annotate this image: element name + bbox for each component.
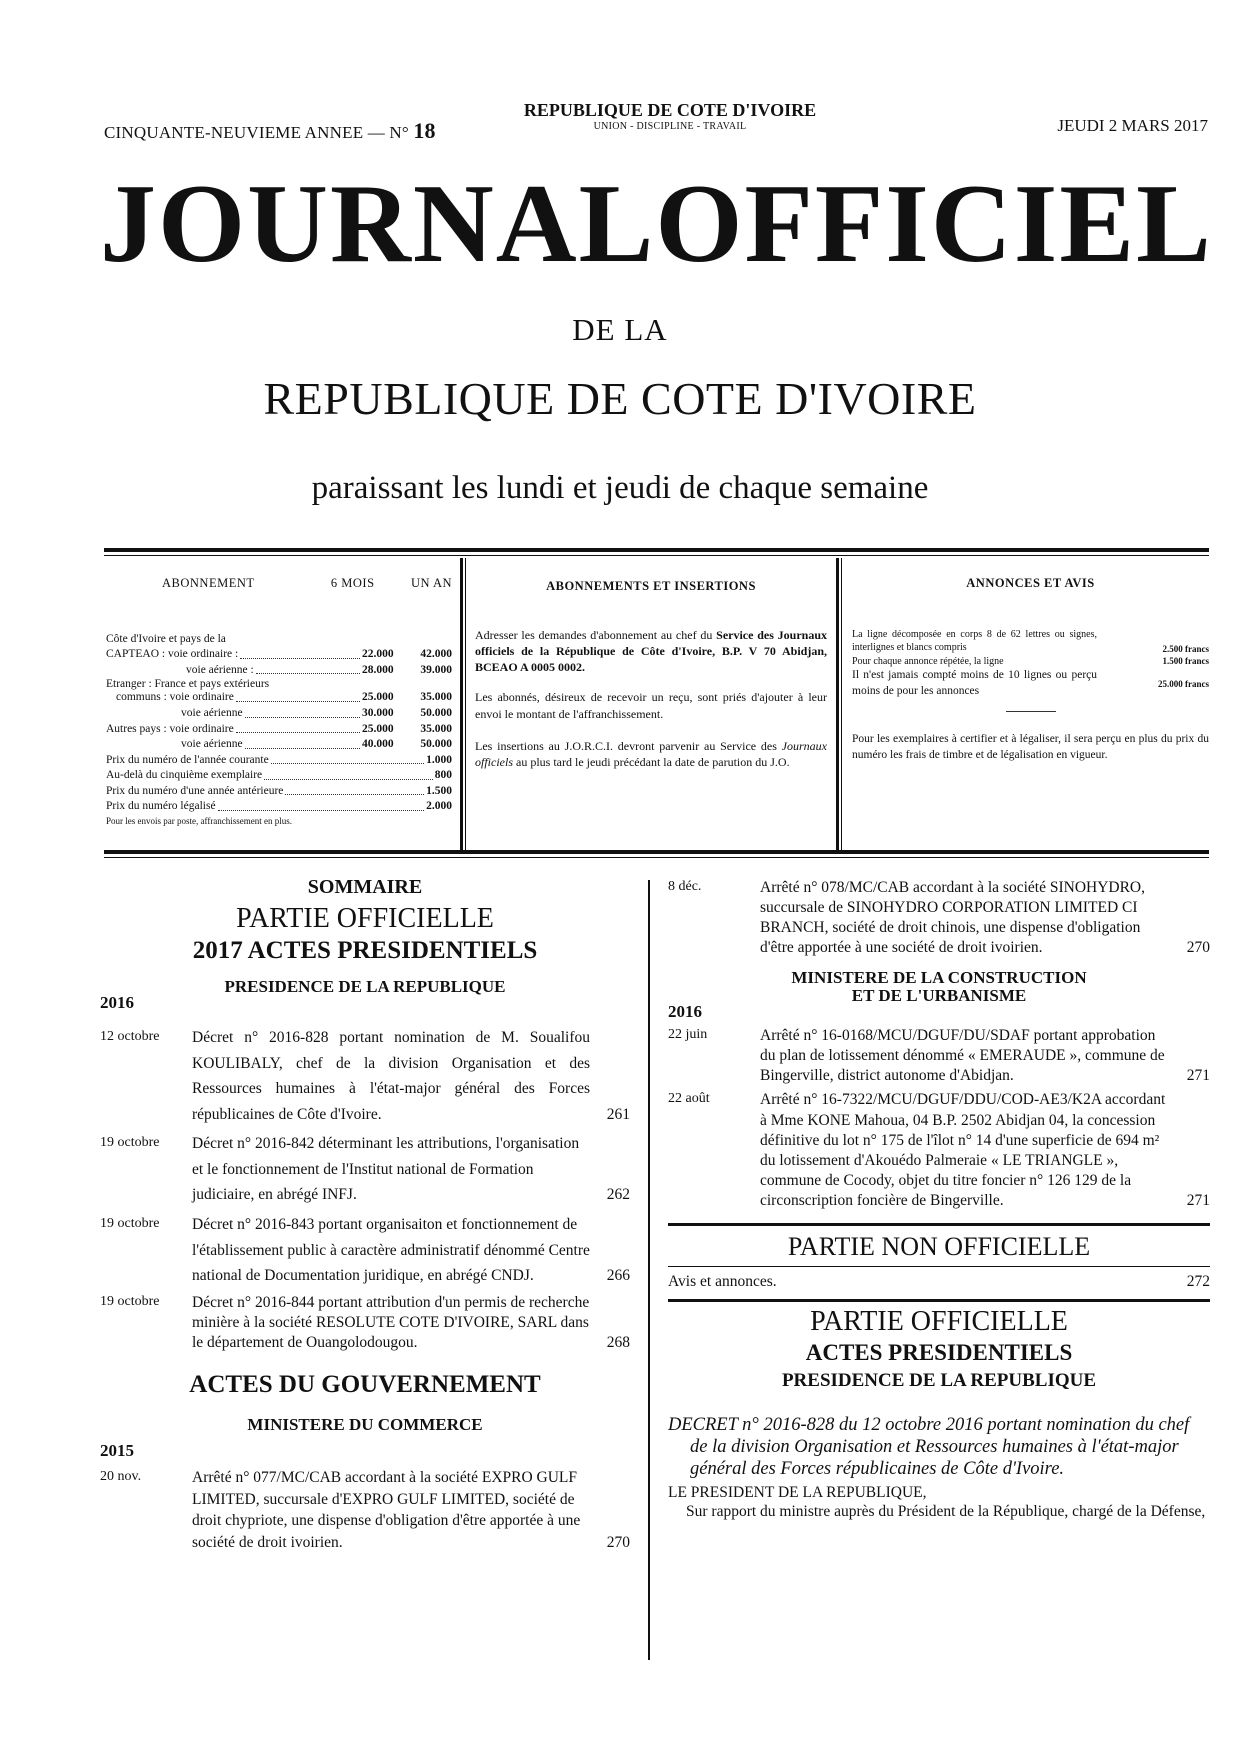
edition-line xyxy=(104,118,436,144)
tariff-row xyxy=(106,706,452,722)
toc-entry[interactable] xyxy=(100,1293,630,1353)
section-rule xyxy=(668,1223,1210,1226)
insertions-text: Les insertions au J.O.R.C.I. devront parvenir au Service des xyxy=(475,738,777,753)
bottom-rule-thin xyxy=(104,857,1209,858)
edition-label: CINQUANTE-NEUVIEME ANNEE — N° xyxy=(104,123,409,142)
toc-date: 19 octobre xyxy=(100,1215,160,1231)
abonnement-title: ABONNEMENT xyxy=(162,576,255,590)
republic-name: REPUBLIQUE DE COTE D'IVOIRE xyxy=(523,100,817,120)
price-label: Au-delà du cinquième exemplaire xyxy=(106,769,263,782)
price-row xyxy=(106,784,452,800)
sommaire xyxy=(100,876,630,1554)
price-label: Prix du numéro de l'année courante xyxy=(106,753,269,766)
insertions-italic: Journaux officiels xyxy=(475,738,827,769)
right-column xyxy=(668,878,1210,1521)
tariff-1an: 42.000 xyxy=(420,648,452,661)
toc-text: Décret n° 2016-828 portant nomination de M. Soualifou KOULIBALY, chef de la division Organisation et des Ressources humaines à l'état-major général des Forces républicaines de Côte d'Ivoire. xyxy=(192,1029,590,1123)
insertions-text: au plus tard le jeudi précédant la date de parution du J.O. xyxy=(516,755,790,769)
partie-officielle-heading-2: PARTIE OFFICIELLE xyxy=(810,1305,1068,1337)
toc-entry[interactable] xyxy=(100,1131,630,1208)
toc-text: Décret n° 2016-842 déterminant les attributions, l'organisation et le fonctionnement de l'Institut national de Formation judiciaire, en abrégé INFJ. xyxy=(192,1135,580,1204)
sommaire-title: SOMMAIRE xyxy=(307,876,423,898)
price-row xyxy=(106,753,452,769)
box-divider-2 xyxy=(836,558,839,850)
insertions-para-1 xyxy=(475,627,827,676)
toc-text: Arrêté n° 077/MC/CAB accordant à la société EXPRO GULF LIMITED, succursale d'EXPRO GULF LIMITED, société de droit chypriote, une dispense d'obligation d'être apportée à une société de droit ivoirien. xyxy=(192,1469,581,1552)
tariff-1an: 35.000 xyxy=(420,691,452,704)
year-label: 2016 xyxy=(100,993,134,1012)
price-row xyxy=(106,768,452,784)
insertions-para-3 xyxy=(475,738,827,770)
toc-entry[interactable] xyxy=(668,1090,1210,1211)
tariff-row xyxy=(106,663,452,679)
tariff-label: communs : voie ordinaire xyxy=(116,691,234,704)
legalisation-note: Pour les exemplaires à certifier et à légaliser, il sera perçu en plus du prix du numéro les frais de timbre et de légalisation en vigueur. xyxy=(852,733,1209,761)
toc-page: 268 xyxy=(606,1333,630,1351)
ministere-line: MINISTERE DE LA CONSTRUCTION xyxy=(791,967,1087,987)
toc-text: Arrêté n° 078/MC/CAB accordant à la société SINOHYDRO, succursale de SINOHYDRO CORPORATION LIMITED CI BRANCH, société de droit chinois, une dispense d'obligation d'être apportée à une société de droit ivoirien. xyxy=(760,879,1146,957)
toc-entry[interactable] xyxy=(100,1025,630,1127)
annonce-rate xyxy=(852,628,1209,655)
tariff-6mois: 25.000 xyxy=(362,722,394,735)
toc-text: Arrêté n° 16-7322/MCU/DGUF/DDU/COD-AE3/K2A accordant à Mme KONE Mahoua, 04 B.P. 2502 Abidjan 04, la concession définitive du lot n° 175 de l'îlot n° 14 d'une superficie de 694 m² du lotissement d'Akouédo Palmeraie « LE TRIANGLE », commune de Cocody, objet du titre foncier n° 126 129 de la circonscription foncière de Bingerville. xyxy=(760,1091,1166,1210)
toc-date: 19 octobre xyxy=(100,1135,160,1151)
section-rule xyxy=(668,1299,1210,1302)
presidence-heading-2: PRESIDENCE DE LA REPUBLIQUE xyxy=(781,1369,1097,1391)
col-6-mois: 6 MOIS xyxy=(330,576,375,590)
tariff-6mois: 28.000 xyxy=(362,663,394,676)
price-label: Prix du numéro d'une année antérieure xyxy=(106,784,284,797)
insertions-para-2: Les abonnés, désireux de recevoir un reçu, sont priés d'ajouter à leur envoi le montant de l'affranchissement. xyxy=(475,690,827,721)
price-value: 1.000 xyxy=(426,753,452,766)
postage-note: Pour les envois par poste, affranchissement en plus. xyxy=(106,815,293,826)
publication-frequency: paraissant les lundi et jeudi de chaque semaine xyxy=(311,470,929,506)
annonce-rate xyxy=(852,668,1209,699)
partie-non-officielle-heading: PARTIE NON OFFICIELLE xyxy=(787,1232,1091,1262)
toc-date: 8 déc. xyxy=(668,879,702,894)
masthead-country: REPUBLIQUE DE COTE D'IVOIRE xyxy=(263,373,977,424)
annonce-rate-value: 1.500 francs xyxy=(1162,655,1209,666)
toc-entry[interactable] xyxy=(668,1026,1210,1086)
abonnement-header xyxy=(106,575,452,592)
toc-page: 272 xyxy=(1186,1273,1210,1291)
year-label: 2016 xyxy=(668,1001,702,1021)
masthead-word-officiel: OFFICIEL xyxy=(655,162,1213,286)
annonces-box xyxy=(852,575,1209,763)
section-rule xyxy=(668,1266,1210,1267)
tariff-row xyxy=(106,647,452,663)
actes-presidentiels-heading-2: ACTES PRESIDENTIELS xyxy=(805,1339,1073,1365)
abonnement-line: Etranger : France et pays extérieurs xyxy=(106,678,270,691)
ministere-line: ET DE L'URBANISME xyxy=(851,986,1027,1006)
president-line: LE PRESIDENT DE LA REPUBLIQUE, xyxy=(668,1484,927,1502)
annonce-rate-label: pour les annonces xyxy=(896,684,980,697)
toc-entry[interactable] xyxy=(100,1212,630,1289)
tariff-1an: 39.000 xyxy=(420,663,452,676)
toc-page: 262 xyxy=(606,1186,630,1204)
box-divider-1 xyxy=(460,558,463,850)
masthead-de-la: DE LA xyxy=(572,312,668,347)
price-row xyxy=(106,799,452,815)
tariff-label: voie aérienne xyxy=(181,707,243,719)
issue-number: 18 xyxy=(413,118,436,143)
toc-entry[interactable] xyxy=(100,1467,630,1554)
toc-date: 12 octobre xyxy=(100,1029,160,1044)
toc-page: 270 xyxy=(1186,939,1210,957)
toc-date: 22 août xyxy=(668,1091,710,1107)
annonce-rate-label: Pour chaque annonce répétée, la ligne xyxy=(852,655,1004,667)
toc-page: 270 xyxy=(606,1534,630,1552)
toc-page: 261 xyxy=(606,1105,630,1123)
annonce-rate-label: La ligne décomposée en corps 8 de 62 lettres ou signes, interlignes et blancs compris xyxy=(852,628,1097,654)
top-rule-thin xyxy=(104,555,1209,556)
tariff-label: CAPTEAO : voie ordinaire : xyxy=(106,648,239,661)
box-divider-2b xyxy=(841,558,842,850)
toc-entry[interactable] xyxy=(668,1269,1210,1295)
tariff-row xyxy=(106,722,452,738)
ministere-commerce-heading: MINISTERE DU COMMERCE xyxy=(247,1415,483,1435)
masthead-title xyxy=(100,162,1213,286)
separator xyxy=(1006,711,1056,712)
issue-date: JEUDI 2 MARS 2017 xyxy=(1057,116,1208,135)
annonce-rate-label: Il n'est jamais compté moins de 10 lignes ou perçu moins de xyxy=(852,669,1097,697)
toc-page: 266 xyxy=(606,1267,630,1285)
actes-presidentiels-heading: 2017 ACTES PRESIDENTIELS xyxy=(192,937,538,964)
actes-gouvernement-heading: ACTES DU GOUVERNEMENT xyxy=(189,1371,541,1399)
price-value: 2.000 xyxy=(426,800,452,813)
price-value: 1.500 xyxy=(426,784,452,797)
annonces-title: ANNONCES ET AVIS xyxy=(966,576,1095,590)
toc-entry[interactable] xyxy=(668,878,1210,959)
toc-date: 19 octobre xyxy=(100,1293,160,1309)
annonce-rate-value: 25.000 francs xyxy=(1158,678,1209,689)
annonce-rate xyxy=(852,655,1209,669)
ministere-construction-heading xyxy=(668,969,1210,1006)
tariff-label: voie aérienne : xyxy=(186,663,254,676)
toc-date: 20 nov. xyxy=(100,1469,142,1485)
tariff-1an: 50.000 xyxy=(420,707,452,719)
toc-text: Décret n° 2016-844 portant attribution d'un permis de recherche minière à la société RESOLUTE COTE D'IVOIRE, SARL dans le département de Ouangolodougou. xyxy=(192,1293,590,1351)
top-rule xyxy=(104,548,1209,552)
price-value: 800 xyxy=(434,769,452,782)
tariff-1an: 35.000 xyxy=(420,722,452,735)
national-motto: UNION - DISCIPLINE - TRAVAIL xyxy=(593,121,747,132)
toc-text: Arrêté n° 16-0168/MCU/DGUF/DU/SDAF portant approbation du plan de lotissement dénommé « EMERAUDE », commune de Bingerville, district autonome d'Abidjan. xyxy=(760,1026,1165,1085)
col-un-an: UN AN xyxy=(410,576,452,590)
toc-page: 271 xyxy=(1186,1067,1210,1085)
insertions-box xyxy=(475,578,827,770)
toc-page: 271 xyxy=(1186,1192,1210,1210)
republic-header xyxy=(500,100,840,132)
insertions-text: Adresser les demandes d'abonnement au chef du xyxy=(475,627,713,642)
tariff-6mois: 25.000 xyxy=(362,691,394,704)
year-label: 2015 xyxy=(100,1441,134,1461)
tariff-row xyxy=(106,690,452,706)
toc-text: Décret n° 2016-843 portant organisaiton et fonctionnement de l'établissement public à caractère administratif dénommé Centre national de Documentation juridique, en abrégé CNDJ. xyxy=(192,1215,590,1285)
tariff-6mois: 40.000 xyxy=(362,738,394,751)
insertions-address: Service des Journaux officiels de la République de Côte d'Ivoire, B.P. V 70 Abidjan, BCEAO A 0005 0002. xyxy=(475,627,828,675)
column-divider xyxy=(648,880,650,1660)
tariff-label: voie aérienne xyxy=(181,738,243,751)
masthead-word-journal: JOURNAL xyxy=(100,162,656,286)
insertions-title: ABONNEMENTS ET INSERTIONS xyxy=(546,579,756,593)
toc-date: 22 juin xyxy=(668,1026,708,1042)
bottom-rule xyxy=(104,850,1209,854)
toc-text: Avis et annonces. xyxy=(668,1273,777,1291)
decret-title: DECRET n° 2016-828 du 12 octobre 2016 portant nomination du chef de la division Organisation et Ressources humaines à l'état-major général des Forces républicaines de Côte d'Ivoire. xyxy=(668,1414,1190,1480)
abonnement-box xyxy=(106,575,452,827)
abonnement-line: Côte d'Ivoire et pays de la xyxy=(106,632,226,645)
price-label: Prix du numéro légalisé xyxy=(106,800,216,813)
box-divider-1b xyxy=(465,558,466,850)
presidence-heading: PRESIDENCE DE LA REPUBLIQUE xyxy=(224,977,506,996)
tariff-6mois: 22.000 xyxy=(362,648,394,661)
tariff-label: Autres pays : voie ordinaire xyxy=(106,722,234,735)
tariff-row xyxy=(106,737,452,753)
annonce-rate-value: 2.500 francs xyxy=(1162,643,1209,654)
partie-officielle-heading: PARTIE OFFICIELLE xyxy=(236,903,494,934)
annonce-rate-label-group xyxy=(852,668,1097,699)
tariff-6mois: 30.000 xyxy=(362,707,394,719)
tariff-1an: 50.000 xyxy=(420,738,452,751)
rapport-line: Sur rapport du ministre auprès du Président de la République, chargé de la Défense, xyxy=(686,1503,1206,1521)
